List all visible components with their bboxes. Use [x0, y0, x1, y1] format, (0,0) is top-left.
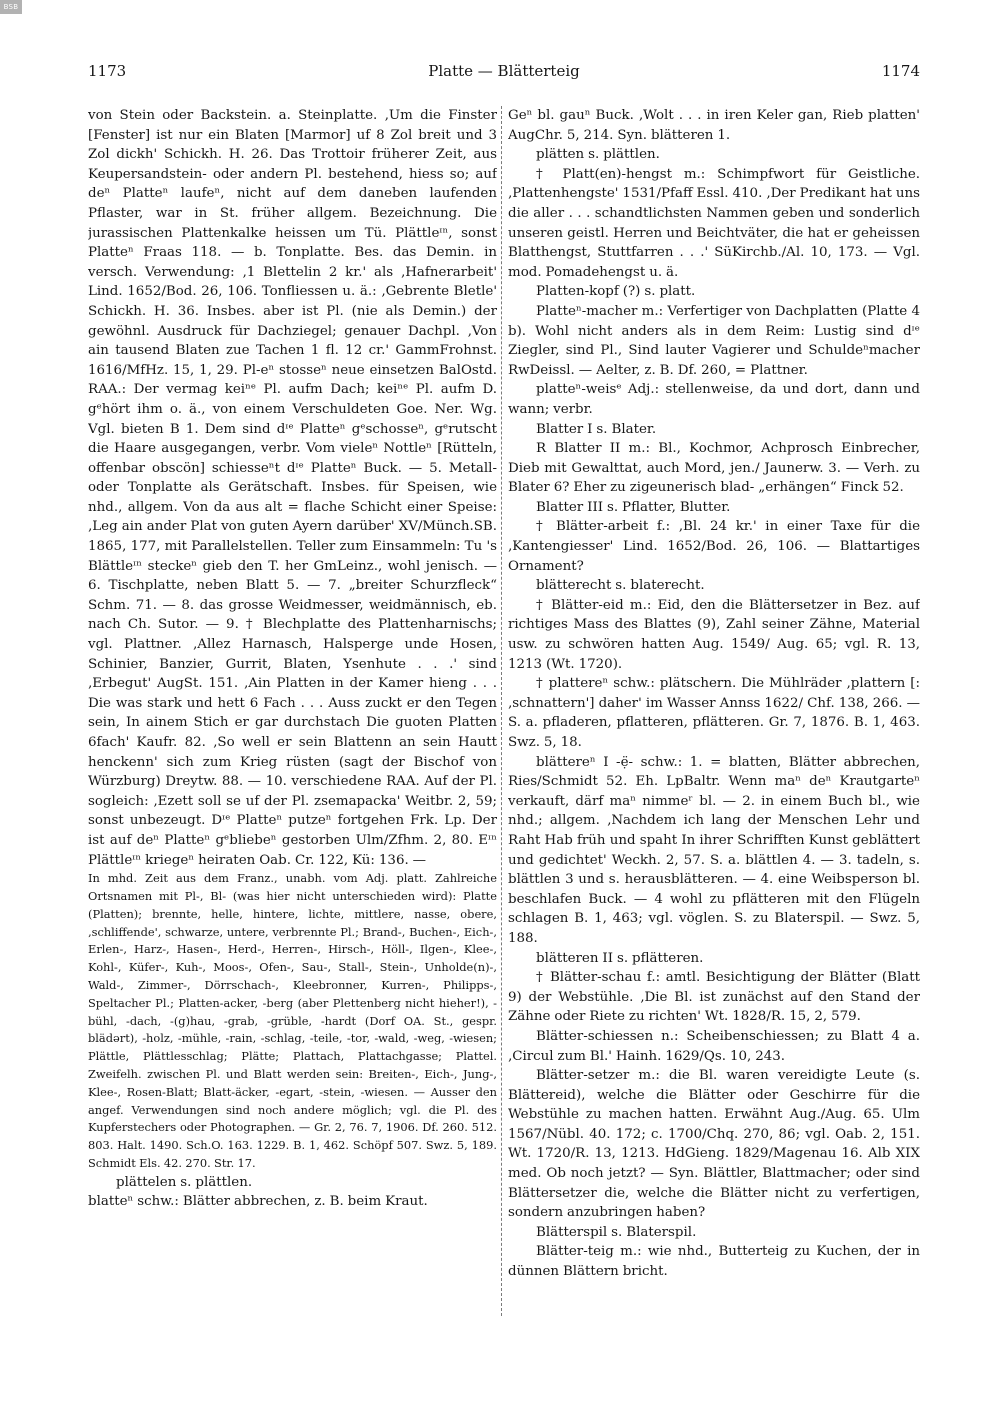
- page-number-right: 1174: [881, 62, 920, 80]
- entry-plaetten: plätten s. plättlen.: [536, 147, 660, 163]
- entry-blatten-continued: Geⁿ bl. gauⁿ Buck. ‚Wolt . . . in iren Keler gan, Rieb platten' AugChr. 5, 214. Syn. blätteren 1.: [508, 108, 920, 143]
- entry-platthengst: † Platt(en)-hengst m.: Schimpfwort für Geistliche. ‚Plattenhengste' 1531/Pfaff Essl. 410. ‚Der Predikant hat uns die aller . . . schandtlichsten Nammen geben und sonderlich unseren geistl. Herren und Beichtväter, die hat er geheissen Blatthengst, Stuttfarren . . .' SüKirchb./Al. 10, 173. — Vgl. mod. Pomadehengst u. ä.: [508, 166, 920, 280]
- page-title: Platte — Blätterteig: [428, 62, 580, 80]
- entry-plattenmacher: Platteⁿ-macher m.: Verfertiger von Dachplatten (Platte 4 b). Wohl nicht anders als in dem Reim: Lustig sind dᶦᵉ Ziegler, sind Pl., Sind lauter Vagierer und Schuldeⁿmacher RwDeissl. — Aelter, z. B. Df. 260, = Plattner.: [508, 303, 920, 378]
- entry-blatter-2: R Blatter II m.: Bl., Kochmor, Achprosch Einbrecher, Dieb mit Gewalttat, auch Mord, jen./ Jaunerw. 3. — Verh. zu Blater 6? Eher zu zigeunerisch blad- „erhängen“ Finck 52.: [508, 441, 920, 496]
- entry-blaetterschiessen: Blätter-schiessen n.: Scheibenschiessen; zu Blatt 4 a. ‚Circul zum Bl.' Hainh. 1629/Qs. 10, 243.: [508, 1028, 920, 1064]
- entry-platte-continued: von Stein oder Backstein. a. Steinplatte. ‚Um die Finster [Fenster] ist nur ein Blaten [Marmor] uf 8 Zol breit und 3 Zol dickh' Schickh. H. 26. Das Trottoir früherer Zeit, aus Keupersandstein- oder andern Pl. bestehend, hiess so; auf deⁿ Platteⁿ laufeⁿ, nicht auf dem daneben laufenden Pflaster, war in St. früher allgem. Bezeichnung. Die jurassischen Plattenkalke heissen um Tü. Plättleᶦⁿ, sonst Platteⁿ Fraas 118. — b. Tonplatte. Bes. das Demin. in versch. Verwendung: ‚1 Blettelin 2 kr.' als ‚Hafnerarbeit' Lind. 1652/Bod. 26, 106. Tonfliessen u. ä.: ‚Gebrente Bletle' Schickh. H. 36. Insbes. aber ist Pl. (nie als Demin.) der gewöhnl. Ausdruck für Dachziegel; genauer Dachpl. ‚Von ain tausend Blaten zue Tachen 1 fl. 12 cr.' GammFrohnst. 1616/MfHz. 15, 1, 29. Pl-eⁿ stosseⁿ neue einsetzen BalOstd. RAA.: Der vermag keiⁿᵉ Pl. aufm Dach; keiⁿᵉ Pl. aufm D. gᵉhört ihm o. ä., von einem Verschuldeten Goe. Ner. Wg. Vgl. bieten B 1. Dem sind dᶦᵉ Platteⁿ gᵉschosseⁿ, gᵉrutscht die Haare ausgegangen, verbr. Vom vieleⁿ Nottleⁿ [Rütteln, offenbar obscön] schiesseⁿt dᶦᵉ Platteⁿ Buck. — 5. Metall- oder Tonplatte als Gerätschaft. Insbes. für Speisen, wie nhd., allgem. Von da aus alt = flache Schicht einer Speise: ‚Leg ain ander Plat von guten Ayern darüber' XV/Münch.SB. 1865, 177, mit Parallelstellen. Teller zum Einsammeln: Tu 's Blättleᶦⁿ steckeⁿ gieb den T. her GmLeinz., wohl jenisch. — 6. Tischplatte, neben Blatt 5. — 7. „breiter Schurzfleck“ Schm. 71. — 8. das grosse Weidmesser, weidmännisch, eb. nach Ch. Sutor. — 9. † Blechplatte des Plattenharnischs; vgl. Plattner. ‚Allez Harnasch, Halsperge unde Hosen, Schinier, Banzier, Gurrit, Blaten, Ysenhute . . .' sind ‚Erbegut' AugSt. 151. ‚Ain Platten in der Kamer hieng . . . Die was stark und hett 6 Fach . . . Auss zuckt er den Tegen sein, In ainem Stich er gar durchstach Die guoten Platten 6fach' Kaufr. 82. ‚So well er sein Blattenn an sein Hautt henckenn' sich zum Krieg rüsten (sagt der Bischof von Würzburg) Dreytw. 88. — 10. verschiedene RAA. Auf der Pl. sogleich: ‚Ezett soll se uf der Pl. zsemapacka' Weitbr. 2, 59; sonst unbezeugt. Dᶦᵉ Platteⁿ putzeⁿ fortgehen Frk. Lp. Der ist auf deⁿ Platteⁿ gᵉbliebeⁿ gestorben Ulm/Zfhm. 2, 80. Eᶦⁿ Plättleᶦⁿ kriegeⁿ heiraten Oab. Cr. 122, Kü: 136. —: [88, 108, 497, 868]
- entry-plattenweise: platteⁿ-weisᵉ Adj.: stellenweise, da und dort, dann und wann; verbr.: [508, 382, 920, 417]
- entry-blatter-1: Blatter I s. Blater.: [536, 421, 657, 437]
- left-column: [88, 106, 497, 1326]
- entry-blaettereid: † Blätter-eid m.: Eid, den die Blättersetzer in Bez. auf richtiges Mass des Blattes (9), Zahl seiner Zähne, Material usw. zu schwören hatten Aug. 1549/ Aug. 65; vgl. R. 13, 1213 (Wt. 1720).: [508, 597, 920, 672]
- page-number-left: 1173: [88, 62, 127, 80]
- entry-plaettelen: plättelen s. plättlen.: [116, 1174, 253, 1190]
- column-divider: [501, 106, 502, 1316]
- entry-blaettern-2: blätteren II s. pflätteren.: [536, 950, 704, 966]
- entry-blaetterspil: Blätterspil s. Blaterspil.: [536, 1224, 697, 1240]
- entry-blaetterecht: blätterecht s. blaterecht.: [536, 578, 705, 594]
- right-column: [508, 106, 920, 1326]
- entry-plattenkopf: Platten-kopf (?) s. platt.: [536, 284, 696, 300]
- entry-blaettersetzer: Blätter-setzer m.: die Bl. waren vereidigte Leute (s. Blättereid), welche die Blätter oder Geschirre für die Webstühle zu machen hatten. Erwähnt Aug./Aug. 65. Ulm 1567/Nübl. 40. 172; c. 1700/Chq. 270, 86; vgl. Oab. 2, 151. Wt. 1720/R. 13, 1213. HdGieng. 1829/Magenau 16. Alb XIX med. Ob noch jetzt? — Syn. Blättler, Blattmacher; oder sind Blättersetzer die, welche die Blätter nicht zu verfertigen, sondern anzubringen haben?: [508, 1068, 920, 1221]
- entry-blaetterteig: Blätter-teig m.: wie nhd., Butterteig zu Kuchen, der in dünnen Blättern bricht.: [508, 1244, 920, 1280]
- page-header: [88, 62, 920, 82]
- entry-blatter-3: Blatter III s. Pflatter, Blutter.: [536, 499, 731, 515]
- library-stamp: BSB: [0, 0, 22, 14]
- entry-platte-etymology: In mhd. Zeit aus dem Franz., unabh. vom Adj. platt. Zahlreiche Ortsnamen mit Pl-, Bl- (was hier nicht unterschieden wird): Platte (Platten); brennte, helle, hintere, lichte, mittlere, nasse, obere, ‚schliffende', schwarze, untere, verbrennte Pl.; Brand-, Buchen-, Eich-, Erlen-, Harz-, Hasen-, Herd-, Herren-, Hirsch-, Höll-, Ilgen-, Klee-, Kohl-, Küfer-, Kuh-, Moos-, Ofen-, Sau-, Stall-, Stein-, Unholde(n)-, Wald-, Zimmer-, Dörrschach-, Kleebronner, Kurren-, Philipps-, Speltacher Pl.; Platten-acker, -berg (aber Plettenberg nicht hieher!), -bühl, -dach, -(g)hau, -grab, -grüble, -hardt (Dorf OA. St., gespr. blädǝrt), -holz, -mühle, -rain, -schlag, -teile, -tor, -wald, -weg, -wiesen; Plättle, Plättlesschlag; Plätte; Plattach, Plattachgasse; Plattel. Zweifelh. zwischen Pl. und Blatt werden sein: Breiten-, Eich-, Jung-, Klee-, Rosen-Blatt; Blatt-äcker, -egart, -stein, -wiesen. — Ausser den angef. Verwendungen sind noch andere möglich; vgl. die Pl. des Kupferstechers oder Photographen. — Gr. 2, 76. 7, 1906. Df. 260. 512. 803. Halt. 1490. Sch.O. 163. 1229. B. 1, 462. Schöpf 507. Swz. 5, 189. Schmidt Els. 42. 270. Str. 17.: [88, 871, 497, 1170]
- entry-blatten: blatteⁿ schw.: Blätter abbrechen, z. B. beim Kraut.: [88, 1194, 428, 1210]
- entry-blaettern-1: blättereⁿ I -ẹ̈- schw.: 1. = blatten, Blätter abbrechen, Ries/Schmidt 52. Eh. LpBaltr. Wenn maⁿ deⁿ Krautgarteⁿ verkauft, därf maⁿ nimmeʳ bl. — 2. in einem Buch bl., wie nhd.; allgem. ‚Nachdem ich lang der Menschen Lehr und Raht Hab früh und spaht In ihrer Schrifften Kunst geblättert und gedichtet' Weckh. 2, 57. S. a. blättlen 4. — 3. tadeln, s. blättlen 3 und s. herausblätteren. — 4. eine Weibsperson bl. beschlafen Buck. — 4 wohl zu pflätteren mit den Flügeln schlagen B. 1, 463; vgl. vöglen. S. zu Blaterspil. — Swz. 5, 188.: [508, 754, 920, 946]
- entry-blaetterarbeit: † Blätter-arbeit f.: ‚Bl. 24 kr.' in einer Taxe für die ‚Kantengiesser' Lind. 1652/Bod. 26, 106. — Blattartiges Ornament?: [508, 519, 920, 574]
- entry-blaetterschau: † Blätter-schau f.: amtl. Besichtigung der Blätter (Blatt 9) der Webstühle. ‚Die Bl. ist zunächst auf den Stand der Zähne oder Riete zu richten' Wt. 1828/R. 15, 2, 579.: [508, 970, 920, 1025]
- entry-plattern: † plattereⁿ schw.: plätschern. Die Mühlräder ‚plattern [: ‚schnattern'] daher' im Wasser Annss 1622/ Chf. 138, 266. — S. a. pfladeren, pflatteren, pflätteren. Gr. 7, 1876. B. 1, 463. Swz. 5, 18.: [508, 676, 920, 750]
